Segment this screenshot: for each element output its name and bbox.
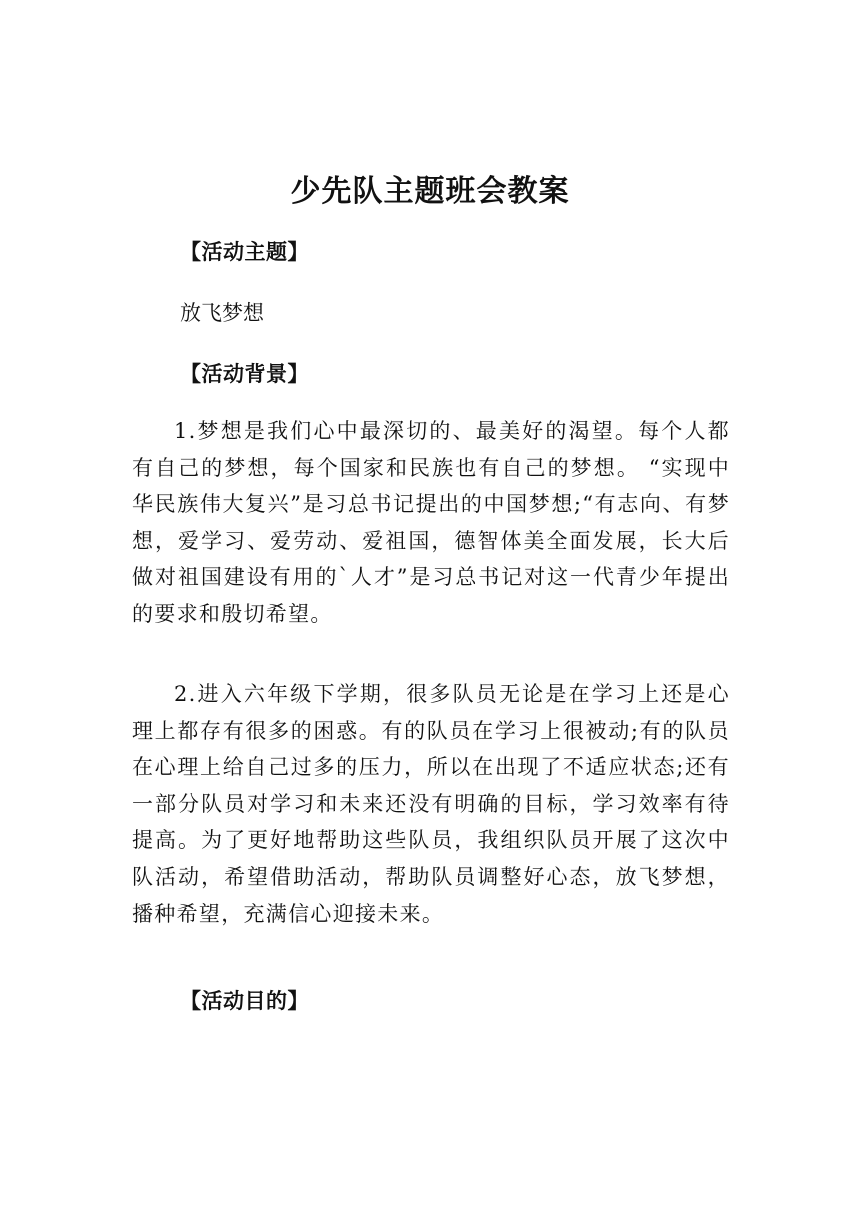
background-paragraph-2: 2.进入六年级下学期，很多队员无论是在学习上还是心理上都存有很多的困惑。有的队员在学习上很被动;有的队员在心理上给自己过多的压力，所以在出现了不适应状态;还有一部分队员对学习和未来还没有明确的目标，学习效率有待提高。为了更好地帮助这些队员，我组织队员开展了这次中队活动，希望借助活动，帮助队员调整好心态，放飞梦想，播种希望，充满信心迎接未来。 xyxy=(132,682,730,926)
page-title: 少先队主题班会教案 xyxy=(290,174,570,209)
section-heading-theme: 【活动主题】 xyxy=(180,239,309,264)
section-heading-purpose: 【活动目的】 xyxy=(180,988,309,1013)
section-heading-background: 【活动背景】 xyxy=(180,361,309,386)
section-content-theme: 放飞梦想 xyxy=(180,301,264,325)
background-paragraph-1: 1.梦想是我们心中最深切的、最美好的渴望。每个人都有自己的梦想，每个国家和民族也有自己的梦想。 “实现中华民族伟大复兴”是习总书记提出的中国梦想;“有志向、有梦想，爱学习、爱劳动、爱祖国，德智体美全面发展，长大后做对祖国建设有用的`人才”是习总书记对这一代青少年提出的要求和殷切希望。 xyxy=(132,419,730,626)
